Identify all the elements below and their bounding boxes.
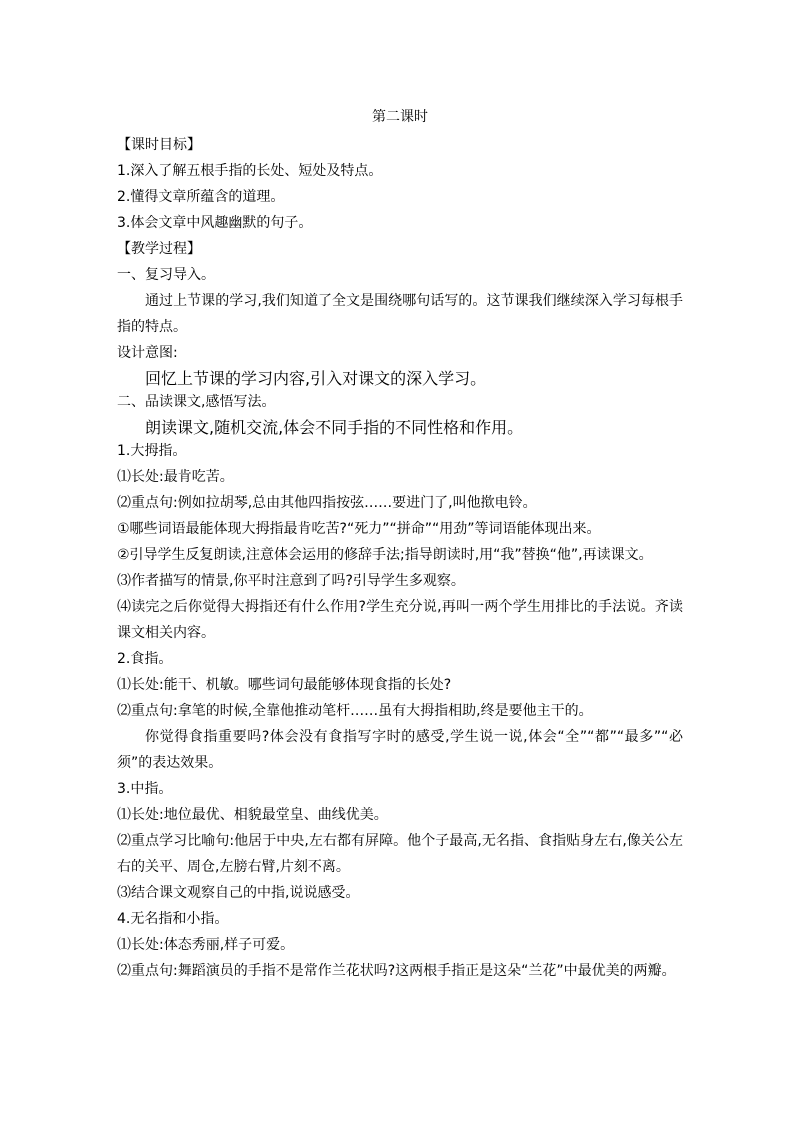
- text-line: 你觉得食指重要吗?体会没有食指写字时的感受,学生说一说,体会“全”“都”“最多”“必须”的表达效果。: [117, 729, 683, 771]
- text-line: ⑵重点学习比喻句:他居于中央,左右都有屏障。他个子最高,无名指、食指贴身左右,像关公左右的关平、周仓,左膀右臂,片刻不离。: [117, 833, 683, 875]
- document-page: [117, 106, 683, 984]
- text-line: 【课时目标】: [117, 137, 201, 153]
- text-line: 4.无名指和小指。: [117, 911, 229, 927]
- text-line: ⑴长处:最肯吃苦。: [117, 469, 234, 485]
- text-line: 2.懂得文章所蕴含的道理。: [117, 189, 285, 205]
- text-line: 1.深入了解五根手指的长处、短处及特点。: [117, 163, 383, 179]
- text-line: 二、品读课文,感悟写法。: [117, 394, 276, 410]
- text-line: 回忆上节课的学习内容,引入对课文的深入学习。: [145, 369, 487, 388]
- text-line: ⑴长处:地位最优、相貌最堂皇、曲线优美。: [117, 807, 388, 823]
- text-line: 【教学过程】: [117, 241, 201, 257]
- text-line: ⑴长处:体态秀丽,样子可爱。: [117, 937, 295, 953]
- text-line: 2.食指。: [117, 651, 173, 667]
- text-line: 朗读课文,随机交流,体会不同手指的不同性格和作用。: [145, 418, 524, 437]
- text-line: ⑵重点句:舞蹈演员的手指不是常作兰花状吗?这两根手指正是这朵“兰花”中最优美的两瓣。: [117, 963, 676, 979]
- text-line: 设计意图:: [117, 345, 178, 361]
- text-line: ②引导学生反复朗读,注意体会运用的修辞手法;指导朗读时,用“我”替换“他”,再读课文。: [117, 547, 653, 563]
- text-line: ⑵重点句:拿笔的时候,全靠他推动笔杆……虽有大拇指相助,终是要他主干的。: [117, 703, 593, 719]
- text-line: 通过上节课的学习,我们知道了全文是围绕哪句话写的。这节课我们继续深入学习每根手指的特点。: [117, 293, 683, 335]
- text-line: ⑶作者描写的情景,你平时注意到了吗?引导学生多观察。: [117, 573, 465, 589]
- text-line: 3.中指。: [117, 781, 173, 797]
- text-line: ①哪些词语最能体现大拇指最肯吃苦?“死力”“拼命”“用劲”等词语能体现出来。: [117, 521, 601, 537]
- document-body: [117, 132, 683, 984]
- text-line: ⑴长处:能干、机敏。哪些词句最能够体现食指的长处?: [117, 677, 452, 693]
- text-line: 3.体会文章中风趣幽默的句子。: [117, 215, 313, 231]
- text-line: 1.大拇指。: [117, 443, 187, 459]
- text-line: ⑷读完之后你觉得大拇指还有什么作用?学生充分说,再叫一两个学生用排比的手法说。齐读课文相关内容。: [117, 599, 683, 641]
- page-title: 第二课时: [372, 109, 428, 125]
- text-line: 一、复习导入。: [117, 267, 215, 283]
- text-line: ⑶结合课文观察自己的中指,说说感受。: [117, 885, 360, 901]
- text-line: ⑵重点句:例如拉胡琴,总由其他四指按弦……要进门了,叫他揿电铃。: [117, 495, 537, 511]
